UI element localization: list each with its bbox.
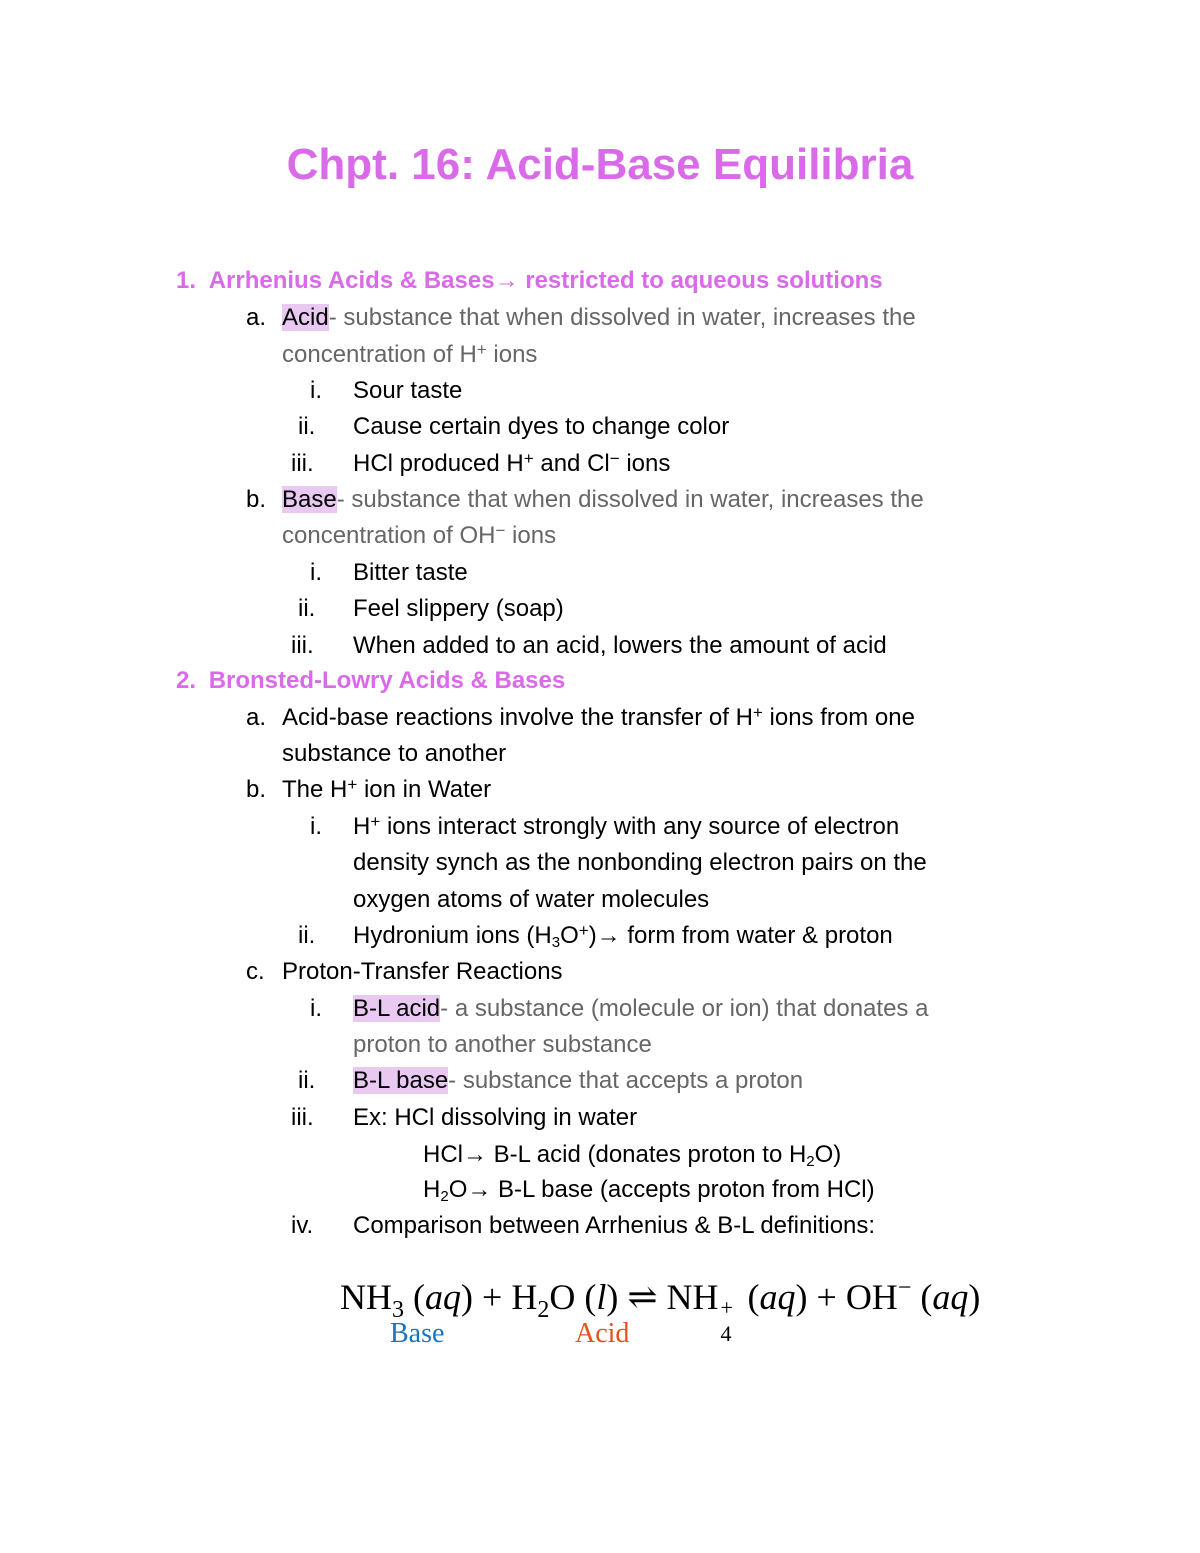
list-item-base — [246, 485, 924, 515]
list-item-continued: density synch as the nonbonding electron pairs on the — [353, 849, 927, 876]
section-2-heading — [176, 666, 565, 696]
list-label: b. — [246, 486, 267, 513]
section-title: Arrhenius Acids & Bases→ restricted to aqueous solutions — [208, 267, 883, 294]
definition-continued: proton to another substance — [353, 1031, 652, 1058]
list-item: b. The H+ ion in Water — [246, 775, 492, 803]
list-item: iv. Comparison between Arrhenius & B-L definitions: — [291, 1212, 876, 1239]
list-item-bl-base: ii. B-L base- substance that accepts a proton — [298, 1067, 804, 1094]
example-line: HCl→ B-L acid (donates proton to H2O) — [423, 1141, 842, 1170]
term-highlight: B-L acid — [353, 995, 441, 1022]
list-item-acid — [246, 303, 916, 333]
page-title: Chpt. 16: Acid-Base Equilibria — [286, 140, 914, 189]
definition-continued: concentration of H+ ions — [282, 340, 538, 368]
definition-text: - a substance (molecule or ion) that donates a — [440, 995, 929, 1022]
term-highlight: B-L base — [353, 1067, 449, 1094]
list-item: ii. Feel slippery (soap) — [298, 595, 564, 622]
list-item: i. Bitter taste — [310, 559, 468, 586]
list-label: a. — [246, 304, 267, 331]
term-highlight: Acid — [282, 304, 329, 331]
section-1-heading — [176, 266, 883, 296]
list-item: a. Acid-base reactions involve the transfer of H+ ions from one — [246, 703, 915, 731]
list-item: iii. When added to an acid, lowers the amount of acid — [291, 632, 887, 659]
definition-text: - substance that when dissolved in water, increases the — [336, 486, 924, 513]
example-line: H2O→ B-L base (accepts proton from HCl) — [423, 1176, 875, 1205]
definition-continued: concentration of OH− ions — [282, 521, 557, 549]
list-item: iii. HCl produced H+ and Cl− ions — [291, 449, 671, 477]
chemical-equation: $NH_3$ $(aq) + H_2O$ (l) ⇌ NH + 4 (aq) + OH− (aq) — [340, 1275, 981, 1346]
list-item: i. H+ ions interact strongly with any source of electron — [310, 812, 900, 840]
section-title: Bronsted-Lowry Acids & Bases — [208, 667, 566, 694]
list-item: c. Proton-Transfer Reactions — [246, 958, 563, 985]
list-item-continued: substance to another — [282, 740, 507, 767]
term-highlight: Base — [282, 486, 337, 513]
list-item: i. Sour taste — [310, 377, 463, 404]
list-item: ii. Cause certain dyes to change color — [298, 413, 730, 440]
list-item-continued: oxygen atoms of water molecules — [353, 886, 710, 913]
list-item-bl-acid: i. B-L acid- a substance (molecule or ion) that donates a — [310, 995, 929, 1022]
list-item: iii. Ex: HCl dissolving in water — [291, 1104, 638, 1131]
acid-label: Acid — [575, 1318, 630, 1349]
equilibrium-arrow: ⇌ — [627, 1277, 658, 1317]
section-number: 2. — [176, 667, 197, 694]
list-item: ii. Hydronium ions (H3O+)→ form from water & proton — [298, 921, 893, 951]
definition-text: - substance that when dissolved in water, increases the — [328, 304, 916, 331]
definition-text: - substance that accepts a proton — [448, 1067, 804, 1094]
section-number: 1. — [176, 267, 197, 294]
base-label: Base — [390, 1318, 445, 1349]
